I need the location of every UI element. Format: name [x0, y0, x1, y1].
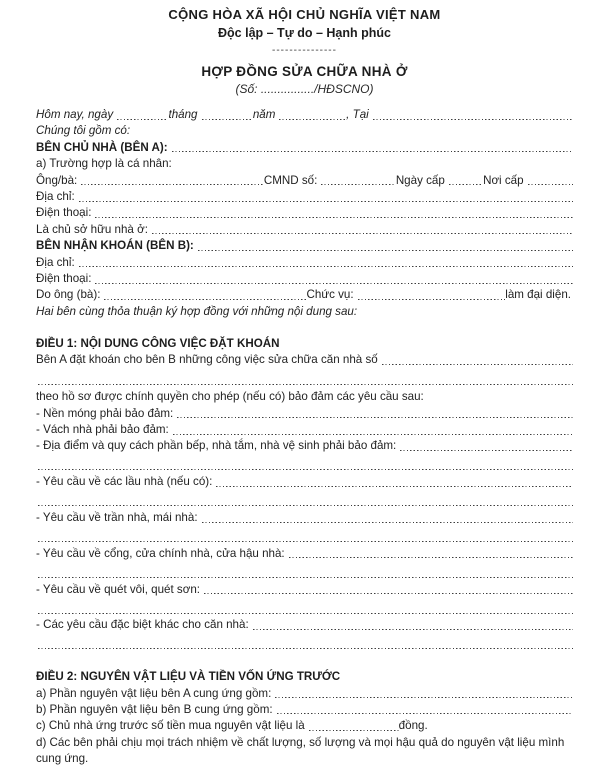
requirement-paint-line [36, 582, 573, 598]
requirement-ceiling-roof-line [36, 510, 573, 526]
dotted-fill [373, 107, 573, 123]
party-a-heading [36, 140, 573, 156]
form-text: , Tại [346, 108, 369, 121]
form-text: - Vách nhà phải bảo đảm: [36, 423, 169, 437]
parties-intro-line [36, 123, 573, 139]
form-text: Chức vụ: [306, 288, 354, 302]
form-text: đồng. [398, 719, 428, 733]
dots-continuation-line [36, 373, 573, 389]
dotted-fill [117, 107, 168, 123]
contract-title: HỢP ĐỒNG SỬA CHỮA NHÀ Ở [201, 64, 408, 79]
form-text: - Các yêu cầu đặc biệt khác cho căn nhà: [36, 618, 249, 632]
dotted-fill [95, 205, 573, 221]
materials-party-b-line [36, 702, 573, 718]
dotted-fill [38, 601, 573, 617]
form-text: Chúng tôi gồm có: [36, 124, 131, 138]
requirement-gate-doors-line [36, 546, 573, 562]
dotted-fill [358, 287, 506, 303]
form-text: Nơi cấp [483, 173, 524, 187]
dots-continuation-line [36, 637, 573, 653]
document-header [36, 0, 573, 96]
form-text: a) Trường hợp là cá nhân: [36, 157, 172, 171]
dotted-fill [38, 494, 573, 510]
article-2-heading [36, 669, 573, 685]
form-text: - Yêu cầu về cổng, cửa chính nhà, cửa hậu nhà: [36, 546, 285, 560]
form-text: ĐIỀU 1: NỘI DUNG CÔNG VIỆC ĐẶT KHOÁN [36, 337, 280, 351]
dotted-fill [38, 458, 573, 474]
dotted-fill [528, 173, 573, 189]
dotted-fill [95, 271, 573, 287]
dotted-fill [275, 686, 573, 702]
dotted-fill [177, 406, 573, 422]
ownership-line [36, 222, 573, 238]
article-1-intro-line [36, 352, 573, 368]
dotted-fill [202, 510, 573, 526]
national-title: CỘNG HÒA XÃ HỘI CHỦ NGHĨA VIỆT NAM [168, 7, 441, 22]
form-text: - Yêu cầu về trần nhà, mái nhà: [36, 510, 198, 524]
dotted-fill [382, 352, 573, 368]
form-text: - Yêu cầu về quét vôi, quét sơn: [36, 582, 201, 596]
dotted-fill [202, 107, 253, 123]
form-text: Hai bên cùng thỏa thuận ký hợp đồng với những nội dung sau: [36, 304, 358, 318]
requirement-kitchen-bath-line [36, 438, 573, 454]
dotted-fill [38, 565, 573, 581]
advance-money-line [36, 718, 573, 734]
dotted-fill [253, 617, 573, 633]
dotted-fill [104, 287, 306, 303]
form-text: BÊN NHẬN KHOÁN (BÊN B): [36, 239, 194, 253]
contract-number: (Số: ................/HĐSCNO) [235, 82, 374, 96]
form-text: Ngày cấp [395, 173, 445, 187]
national-motto: Độc lập – Tự do – Hạnh phúc [218, 26, 391, 40]
name-id-line [36, 173, 573, 189]
date-place-line [36, 107, 573, 123]
dotted-fill [152, 222, 573, 238]
form-text: - Nền móng phải bảo đảm: [36, 406, 174, 420]
responsibility-line [36, 735, 573, 768]
dots-continuation-line [36, 601, 573, 617]
form-text: Là chủ sở hữu nhà ở: [36, 222, 148, 236]
party-b-phone-line [36, 271, 573, 287]
dotted-fill [79, 255, 573, 271]
form-text: d) Các bên phải chịu mọi trách nhiệm về chất lượng, số lượng và mọi hậu quả do nguyên vật liệu mình cung ứng. [36, 735, 565, 766]
dotted-fill [277, 702, 573, 718]
dotted-fill [289, 546, 573, 562]
party-b-address-line [36, 255, 573, 271]
individual-case-line [36, 156, 573, 172]
form-text: a) Phần nguyên vật liệu bên A cung ứng gồm: [36, 686, 272, 700]
dotted-fill [198, 238, 573, 254]
party-a-phone-line [36, 205, 573, 221]
dotted-fill [79, 189, 573, 205]
form-text: Điện thoại: [36, 271, 92, 285]
form-text: năm [252, 108, 276, 121]
form-text: Hôm nay, ngày [36, 108, 114, 121]
document-body [36, 107, 573, 767]
dotted-fill [173, 422, 573, 438]
requirement-floors-line [36, 474, 573, 490]
separator-line: --------------- [272, 45, 337, 56]
form-text: Do ông (bà): [36, 288, 101, 302]
form-text: Địa chỉ: [36, 255, 75, 269]
permit-line [36, 389, 573, 405]
requirement-special-line [36, 617, 573, 633]
representative-line [36, 287, 573, 303]
dotted-fill [81, 173, 264, 189]
dotted-fill [38, 637, 573, 653]
form-text: b) Phần nguyên vật liệu bên B cung ứng gồm: [36, 702, 273, 716]
form-text: ĐIỀU 2: NGUYÊN VẬT LIỆU VÀ TIỀN VỐN ỨNG TRƯỚC [36, 670, 341, 684]
dotted-fill [400, 438, 573, 454]
form-text: Điện thoại: [36, 206, 92, 220]
form-text: làm đại diện. [505, 288, 571, 302]
dotted-fill [321, 173, 396, 189]
dots-continuation-line [36, 494, 573, 510]
article-1-heading [36, 336, 573, 352]
form-text: BÊN CHỦ NHÀ (BÊN A): [36, 140, 168, 154]
form-text: Bên A đặt khoán cho bên B những công việc sửa chữa căn nhà số [36, 353, 378, 367]
dots-continuation-line [36, 565, 573, 581]
form-text: theo hồ sơ được chính quyền cho phép (nếu có) bảo đảm các yêu cầu sau: [36, 390, 424, 404]
materials-party-a-line [36, 686, 573, 702]
party-b-heading [36, 238, 573, 254]
dotted-fill [279, 107, 346, 123]
dotted-fill [216, 474, 573, 490]
party-a-address-line [36, 189, 573, 205]
agreement-intro-line [36, 304, 573, 320]
dotted-fill [449, 173, 483, 189]
form-text: Ông/bà: [36, 173, 78, 187]
form-text: CMND số: [263, 173, 318, 187]
requirement-foundation-line [36, 406, 573, 422]
form-text: - Yêu cầu về các lầu nhà (nếu có): [36, 475, 213, 489]
dotted-fill [309, 718, 399, 734]
dotted-fill [204, 582, 573, 598]
dots-continuation-line [36, 458, 573, 474]
form-text: Địa chỉ: [36, 189, 75, 203]
dotted-fill [38, 529, 573, 545]
dotted-fill [172, 140, 573, 156]
dotted-fill [38, 373, 573, 389]
form-text: - Địa điểm và quy cách phần bếp, nhà tắm, nhà vệ sinh phải bảo đảm: [36, 439, 397, 453]
form-text: tháng [168, 108, 198, 121]
dots-continuation-line [36, 529, 573, 545]
requirement-walls-line [36, 422, 573, 438]
form-text: c) Chủ nhà ứng trước số tiền mua nguyên vật liệu là [36, 719, 305, 733]
